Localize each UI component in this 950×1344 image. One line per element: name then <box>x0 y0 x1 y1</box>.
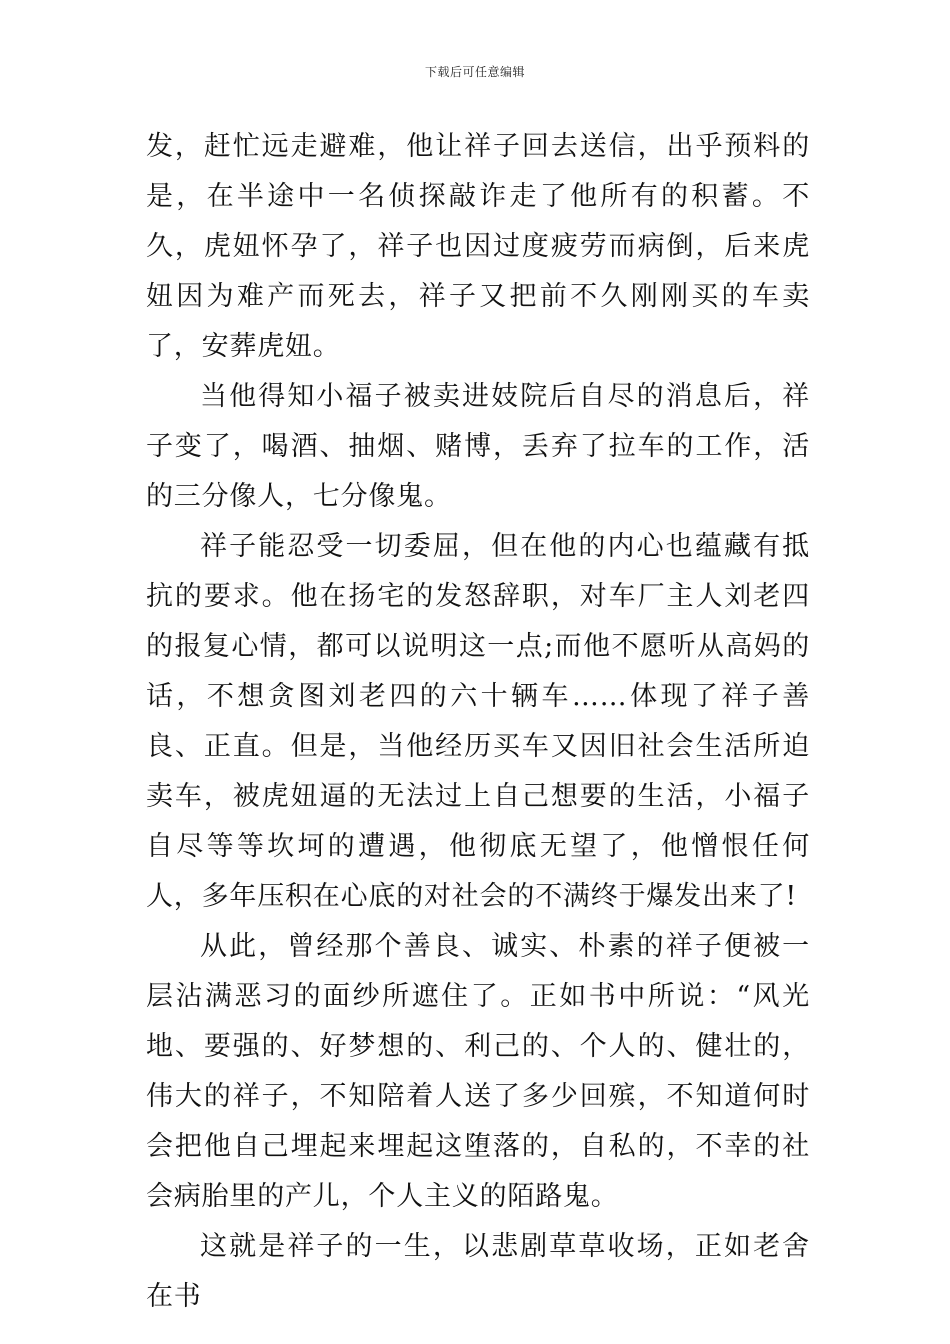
paragraph-5: 这就是祥子的一生，以悲剧草草收场，正如老舍在书 <box>146 1231 810 1312</box>
page-header: 下载后可任意编辑 <box>424 65 525 79</box>
paragraph-2: 当他得知小福子被卖进妓院后自尽的消息后，祥子变了，喝酒、抽烟、赌博，丢弃了拉车的工作，活的三分像人，七分像鬼。 <box>146 381 810 512</box>
paragraph-4: 从此，曾经那个善良、诚实、朴素的祥子便被一层沾满恶习的面纱所遮住了。正如书中所说：“风光地、要强的、好梦想的、利己的、个人的、健壮的，伟大的祥子，不知陪着人送了多少回殡，不知道何时会把他自己埋起来埋起这堕落的，自私的，不幸的社会病胎里的产儿，个人主义的陌路鬼。 <box>146 931 810 1212</box>
paragraph-3: 祥子能忍受一切委屈，但在他的内心也蕴藏有抵抗的要求。他在扬宅的发怒辞职，对车厂主人刘老四的报复心情，都可以说明这一点;而他不愿听从高妈的话，不想贪图刘老四的六十辆车……体现了祥子善良、正直。但是，当他经历买车又因旧社会生活所迫卖车，被虎妞逼的无法过上自己想要的生活，小福子自尽等等坎坷的遭遇，他彻底无望了，他憎恨任何人，多年压积在心底的对社会的不满终于爆发出来了! <box>146 531 810 912</box>
body-text <box>146 122 810 1322</box>
paragraph-1: 发，赶忙远走避难，他让祥子回去送信，出乎预料的是，在半途中一名侦探敲诈走了他所有的积蓄。不久，虎妞怀孕了，祥子也因过度疲劳而病倒，后来虎妞因为难产而死去，祥子又把前不久刚刚买的车卖了，安葬虎妞。 <box>146 131 810 362</box>
